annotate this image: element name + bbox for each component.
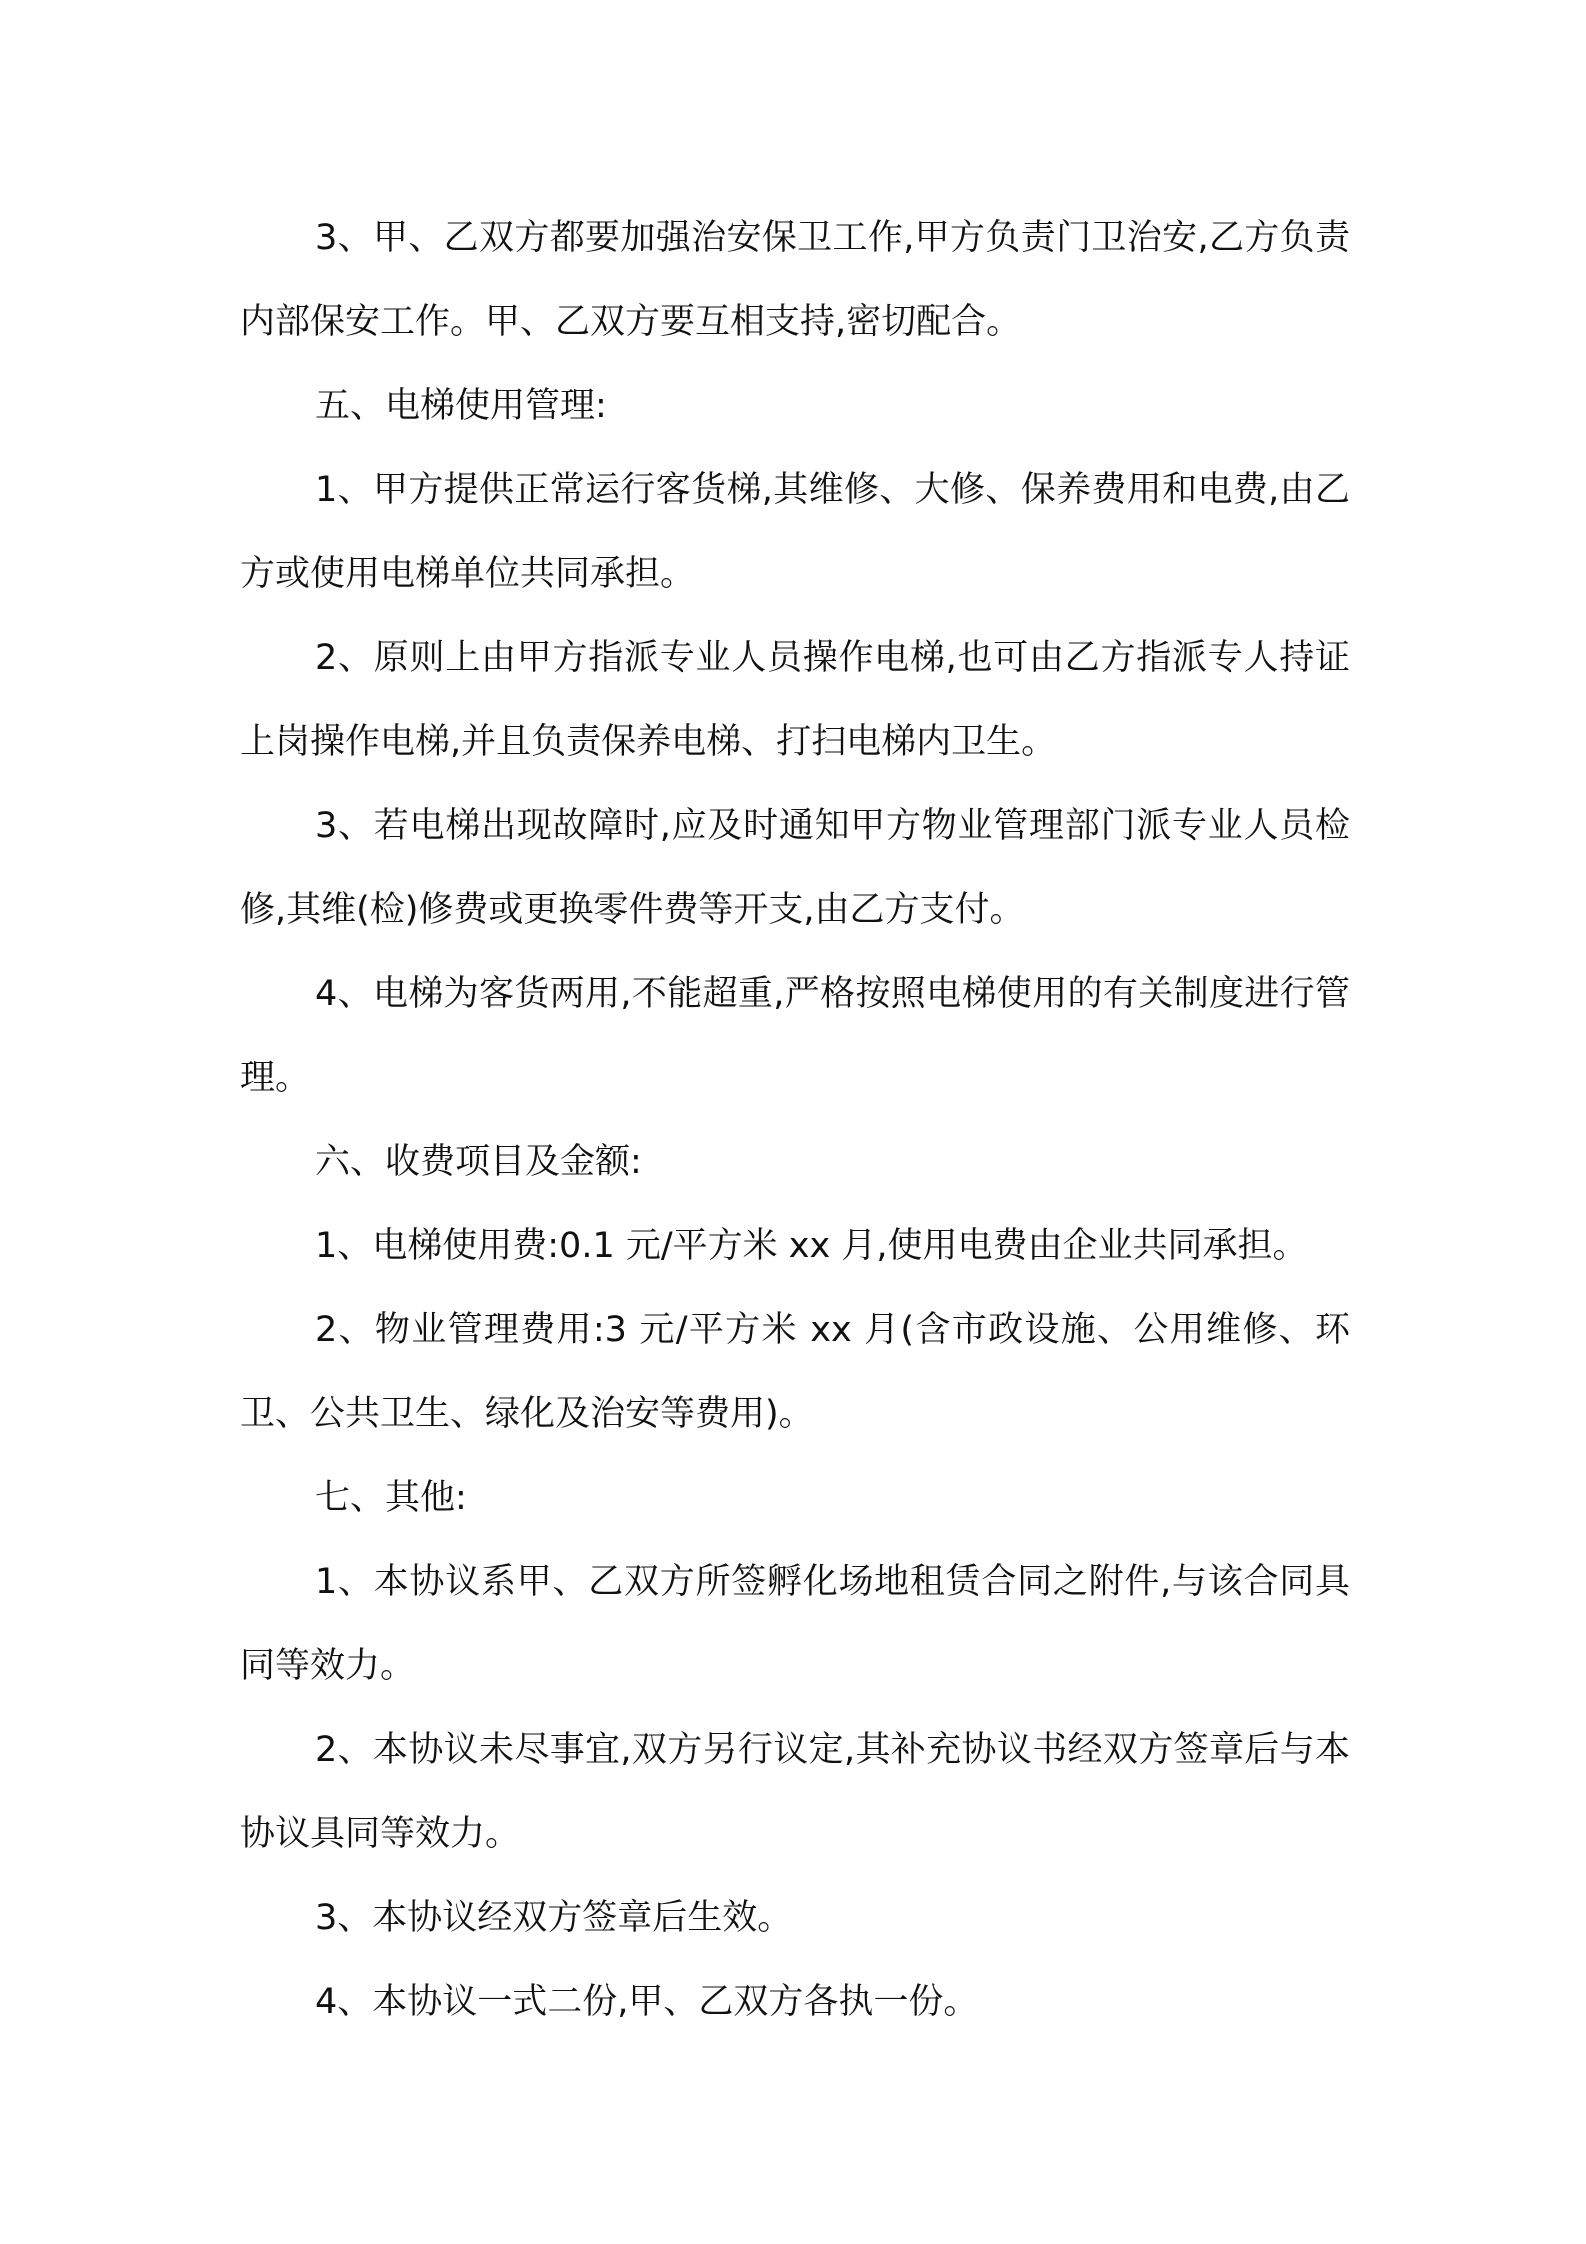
paragraph-elevator-fee: 1、电梯使用费:0.1 元/平方米 xx 月,使用电费由企业共同承担。 <box>315 1226 1308 1266</box>
paragraph-attachment-validity: 1、本协议系甲、乙双方所签孵化场地租赁合同之附件,与该合同具同等效力。 <box>240 1562 1350 1686</box>
paragraph-supplementary-agreement: 2、本协议未尽事宜,双方另行议定,其补充协议书经双方签章后与本协议具同等效力。 <box>240 1730 1350 1854</box>
heading-fees: 六、收费项目及金额: <box>315 1142 642 1182</box>
paragraph-copies: 4、本协议一式二份,甲、乙双方各执一份。 <box>315 1982 979 2022</box>
heading-elevator-management: 五、电梯使用管理: <box>315 386 607 426</box>
paragraph-elevator-operator: 2、原则上由甲方指派专业人员操作电梯,也可由乙方指派专人持证上岗操作电梯,并且负责保养电梯、打扫电梯内卫生。 <box>240 638 1350 762</box>
paragraph-security-duties: 3、甲、乙双方都要加强治安保卫工作,甲方负责门卫治安,乙方负责内部保安工作。甲、乙双方要互相支持,密切配合。 <box>240 218 1350 342</box>
document-body <box>240 196 1350 2044</box>
paragraph-elevator-maintenance-costs: 1、甲方提供正常运行客货梯,其维修、大修、保养费用和电费,由乙方或使用电梯单位共同承担。 <box>240 470 1350 594</box>
paragraph-elevator-usage-rules: 4、电梯为客货两用,不能超重,严格按照电梯使用的有关制度进行管理。 <box>240 974 1350 1098</box>
paragraph-property-management-fee: 2、物业管理费用:3 元/平方米 xx 月(含市政设施、公用维修、环卫、公共卫生、绿化及治安等费用)。 <box>240 1310 1350 1434</box>
paragraph-elevator-fault-repair: 3、若电梯出现故障时,应及时通知甲方物业管理部门派专业人员检修,其维(检)修费或更换零件费等开支,由乙方支付。 <box>240 806 1350 930</box>
paragraph-effective-date: 3、本协议经双方签章后生效。 <box>315 1898 793 1938</box>
heading-other: 七、其他: <box>315 1478 467 1518</box>
